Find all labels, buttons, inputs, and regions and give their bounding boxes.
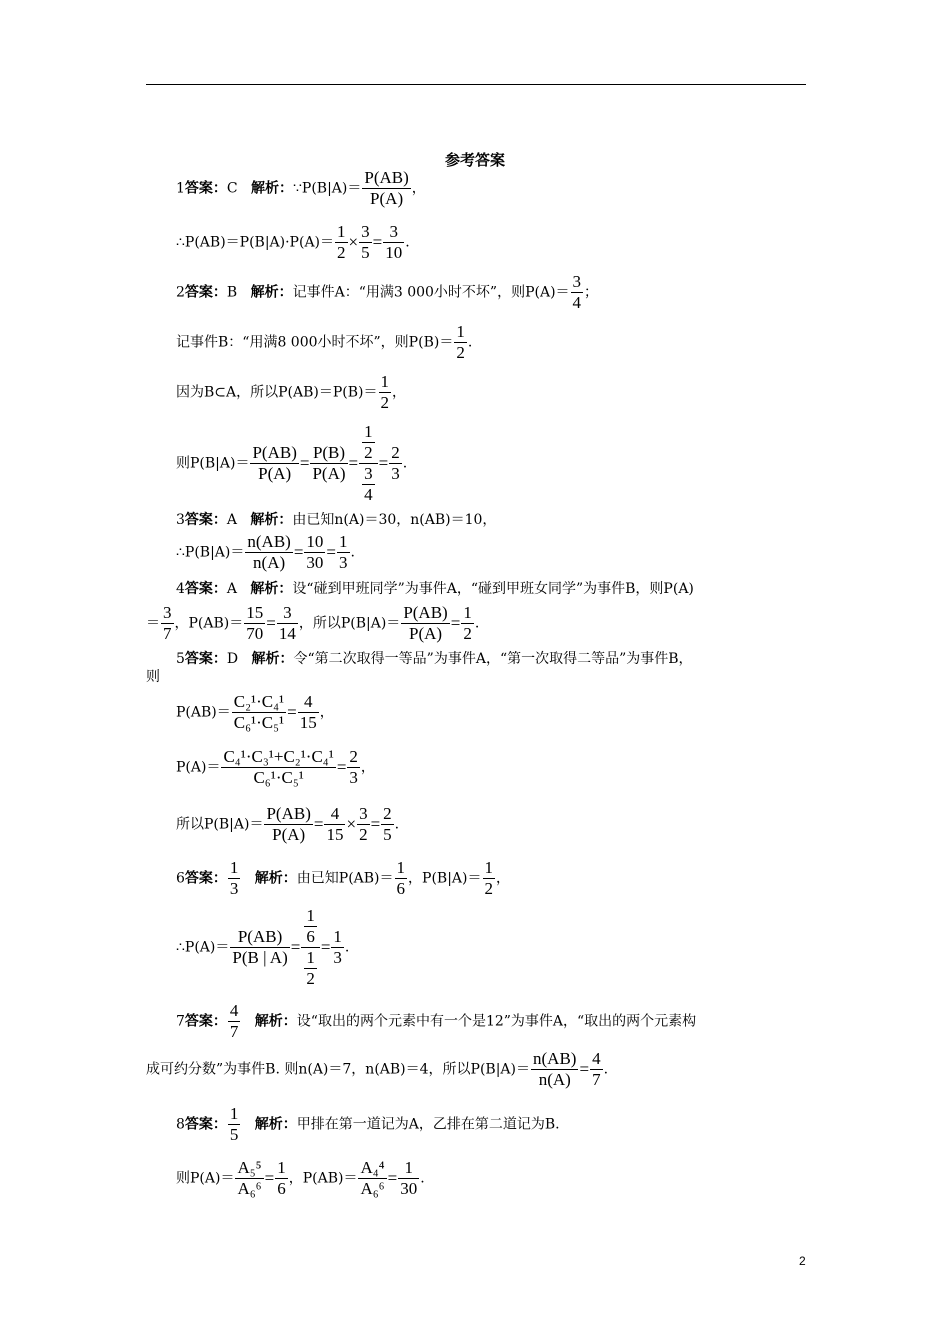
answer-label: 答案： — [184, 180, 227, 197]
fraction: $\frac{3}{10}$ — [385, 222, 403, 262]
q8-number: 8 — [176, 1116, 185, 1133]
q2-text: 记事件A：“用满3 000小时不坏”，则P(A)＝ — [292, 284, 570, 301]
fraction: $\frac{\text{A₅⁵}}{\text{A₆⁶}}$ — [237, 1158, 262, 1198]
analysis-label: 解析： — [254, 870, 297, 887]
fraction: $\frac{1}{2}$ — [484, 858, 493, 898]
page-title: 参考答案 — [444, 151, 505, 169]
fraction: $\frac{\text{C₂¹·C₄¹}}{\text{C₆¹·C₅¹}}$ — [233, 692, 285, 732]
fraction: $\frac{\text{C₄¹·C₃¹+C₂¹·C₄¹}}{\text{C₆¹·C₅¹}}$ — [223, 747, 334, 787]
q3-answer: A — [226, 512, 238, 528]
fraction: $\frac{4}{7}$ — [592, 1049, 601, 1089]
q4-line2: ＝ $\frac{3}{7}$ ，P(AB)＝ $\frac{15}{70}$ = $\frac{3}{14}$ ，所以P(B|A)＝ $\frac{P(AB)}{P(A)}$ = $\frac{1}{2}$ . — [146, 603, 480, 643]
fraction: $\frac{10}{30}$ — [306, 532, 324, 572]
fraction: $\frac{4}{15}$ — [326, 804, 344, 844]
q7-text: 设“取出的两个元素中有一个是12”为事件A，“取出的两个元素构 — [296, 1013, 697, 1030]
q2-text: 因为B⊂A，所以P(AB)＝P(B)＝ — [176, 384, 378, 401]
q5-number: 5 — [176, 651, 185, 667]
q6-line1: 6答案： $\frac{1}{3}$ 解析：由已知P(AB)＝ $\frac{1}{6}$ ，P(B|A)＝ $\frac{1}{2}$ ， — [176, 858, 510, 898]
fraction: $\frac{P(AB)}{P(A)}$ — [364, 168, 409, 208]
header-rule — [146, 84, 806, 85]
q8-answer: $\frac{1}{5}$ — [229, 1104, 239, 1144]
q2-text: 则P(B|A)＝ — [176, 455, 250, 472]
q4-number: 4 — [176, 581, 185, 597]
q3-line2: ∴P(B|A)＝ $\frac{n(AB)}{n(A)}$ = $\frac{10}{30}$ = $\frac{1}{3}$ . — [176, 532, 355, 572]
q5-line1 — [176, 649, 693, 669]
compound-fraction: $\frac{\frac{1}{6}}{\frac{1}{2}}$ — [301, 906, 320, 989]
fraction: $\frac{1}{2}$ — [463, 603, 472, 643]
fraction: $\frac{3}{4}$ — [572, 272, 582, 312]
q6-answer: $\frac{1}{3}$ — [229, 858, 239, 898]
q1-text: ∵P(B|A)＝ — [293, 180, 362, 197]
q5-text: 令“第二次取得一等品”为事件A，“第一次取得二等品”为事件B， — [293, 651, 693, 667]
q5-line5: 所以P(B|A)＝ $\frac{P(AB)}{P(A)}$ = $\frac{4}{15}$ × $\frac{3}{2}$ = $\frac{2}{5}$ . — [176, 804, 400, 844]
compound-fraction: $\frac{\frac{1}{2}}{\frac{3}{4}}$ — [359, 422, 378, 505]
fraction: $\frac{P(AB)}{P(B | A)}$ — [232, 927, 288, 967]
analysis-label: 解析： — [254, 1013, 297, 1030]
q4-text: 设“碰到甲班同学”为事件A，“碰到甲班女同学”为事件B，则P(A) — [292, 581, 694, 597]
q2-line1: 2答案：B 解析：记事件A：“用满3 000小时不坏”，则P(A)＝ $\frac{3}{4}$ ； — [176, 272, 599, 312]
fraction: $\frac{n(AB)}{n(A)}$ — [533, 1049, 577, 1089]
q8-line1 — [176, 1104, 560, 1145]
q5-text: P(AB)＝ — [176, 704, 231, 721]
analysis-label: 解析： — [250, 581, 293, 597]
q7-number: 7 — [176, 1013, 185, 1030]
fraction: $\frac{1}{6}$ — [396, 858, 406, 898]
answer-label: 答案： — [184, 651, 227, 667]
q6-text: ，P(B|A)＝ — [408, 870, 482, 887]
analysis-label: 解析： — [254, 1116, 297, 1133]
answer-label: 答案： — [184, 284, 227, 301]
fraction: $\frac{1}{3}$ — [339, 532, 348, 572]
analysis-label: 解析： — [250, 284, 293, 301]
q2-answer: B — [226, 284, 238, 301]
fraction: $\frac{2}{3}$ — [349, 747, 358, 787]
q2-number: 2 — [176, 284, 185, 301]
q8-text: 甲排在第一道记为A，乙排在第二道记为B. — [296, 1116, 560, 1133]
q2-line4: 则P(B|A)＝ $\frac{P(AB)}{P(A)}$ = $\frac{P(B)}{P(A)}$ = $\frac{\frac{1}{2}}{\frac{3}{4}}$ = $\frac{2}{3}$ . — [176, 422, 408, 504]
q3-number: 3 — [176, 512, 185, 528]
fraction: $\frac{3}{5}$ — [361, 222, 370, 262]
fraction: $\frac{P(AB)}{P(A)}$ — [403, 603, 448, 643]
q5-line4: P(A)＝ $\frac{\text{C₄¹·C₃¹+C₂¹·C₄¹}}{\text{C₆¹·C₅¹}}$ = $\frac{2}{3}$ ， — [176, 747, 375, 787]
q5-answer: D — [226, 651, 239, 667]
fraction: $\frac{4}{15}$ — [299, 692, 317, 732]
analysis-label: 解析： — [250, 512, 293, 528]
fraction: $\frac{15}{70}$ — [246, 603, 264, 643]
q3-line1 — [176, 510, 496, 530]
fraction: $\frac{1}{3}$ — [333, 927, 342, 967]
q6-number: 6 — [176, 870, 185, 887]
fraction: $\frac{\text{A₄⁴}}{\text{A₆⁶}}$ — [360, 1158, 385, 1198]
q5-text: 则 — [146, 669, 160, 685]
q1-text: ∴P(AB)＝P(B|A)·P(A)＝ — [176, 234, 335, 251]
fraction: $\frac{1}{2}$ — [337, 222, 346, 262]
fraction: $\frac{1}{30}$ — [400, 1158, 418, 1198]
q6-text: 由已知P(AB)＝ — [296, 870, 394, 887]
analysis-label: 解析： — [251, 651, 294, 667]
answer-label: 答案： — [184, 581, 227, 597]
fraction: $\frac{1}{6}$ — [277, 1158, 286, 1198]
answer-label: 答案： — [184, 870, 227, 887]
q3-text: 由已知n(A)＝30，n(AB)＝10， — [292, 512, 497, 528]
q7-line1 — [176, 1001, 696, 1042]
fraction: $\frac{3}{14}$ — [278, 603, 296, 643]
fraction: $\frac{P(AB)}{P(A)}$ — [266, 804, 311, 844]
q1-line1: 1答案：C 解析：∵P(B|A)＝ $\frac{P(AB)}{P(A)}$ ， — [176, 168, 426, 208]
fraction: $\frac{P(B)}{P(A)}$ — [312, 443, 346, 483]
q5-text: 所以P(B|A)＝ — [176, 816, 264, 833]
q7-text: 成可约分数”为事件B. 则n(A)＝7，n(AB)＝4，所以P(B|A)＝ — [146, 1061, 531, 1078]
fraction: $\frac{1}{2}$ — [456, 322, 465, 362]
q6-text: ∴P(A)＝ — [176, 939, 230, 956]
fraction: $\frac{3}{7}$ — [163, 603, 172, 643]
q4-answer: A — [226, 581, 238, 597]
q4-line1 — [176, 579, 694, 599]
q2-line2: 记事件B：“用满8 000小时不坏”，则P(B)＝ $\frac{1}{2}$ . — [176, 322, 473, 362]
answer-label: 答案： — [184, 1116, 227, 1133]
page-number: 2 — [799, 1254, 806, 1268]
q4-text: ，P(AB)＝ — [174, 615, 244, 632]
fraction: $\frac{P(AB)}{P(A)}$ — [252, 443, 297, 483]
q8-line2: 则P(A)＝ $\frac{\text{A₅⁵}}{\text{A₆⁶}}$ = $\frac{1}{6}$ ，P(AB)＝ $\frac{\text{A₄⁴}}{\text{A₆⁶}}$ = $\frac{1}{30}$ . — [176, 1158, 425, 1198]
q8-text: 则P(A)＝ — [176, 1170, 235, 1187]
q5-line2 — [146, 667, 160, 687]
q3-text: ∴P(B|A)＝ — [176, 544, 245, 561]
q4-text: ＝ — [146, 615, 160, 632]
q2-line3: 因为B⊂A，所以P(AB)＝P(B)＝ $\frac{1}{2}$ ， — [176, 372, 407, 412]
q2-text: 记事件B：“用满8 000小时不坏”，则P(B)＝ — [176, 334, 454, 351]
fraction: $\frac{n(AB)}{n(A)}$ — [247, 532, 291, 572]
q8-text: ，P(AB)＝ — [288, 1170, 358, 1187]
fraction: $\frac{3}{2}$ — [359, 804, 368, 844]
q7-answer: $\frac{4}{7}$ — [229, 1001, 239, 1041]
fraction: $\frac{1}{2}$ — [380, 372, 390, 412]
q5-text: P(A)＝ — [176, 759, 221, 776]
fraction: $\frac{2}{5}$ — [383, 804, 392, 844]
answer-label: 答案： — [184, 1013, 227, 1030]
answer-label: 答案： — [184, 512, 227, 528]
q1-number: 1 — [176, 180, 185, 197]
fraction: $\frac{2}{3}$ — [391, 443, 400, 483]
q5-line3: P(AB)＝ $\frac{\text{C₂¹·C₄¹}}{\text{C₆¹·C₅¹}}$ = $\frac{4}{15}$ ， — [176, 692, 334, 732]
q7-line2: 成可约分数”为事件B. 则n(A)＝7，n(AB)＝4，所以P(B|A)＝ $\frac{n(AB)}{n(A)}$ = $\frac{4}{7}$ . — [146, 1049, 609, 1089]
q1-answer: C — [226, 180, 238, 197]
q1-line2: ∴P(AB)＝P(B|A)·P(A)＝ $\frac{1}{2}$ × $\frac{3}{5}$ = $\frac{3}{10}$ . — [176, 222, 410, 262]
q6-line2: ∴P(A)＝ $\frac{P(AB)}{P(B | A)}$ = $\frac{\frac{1}{6}}{\frac{1}{2}}$ = $\frac{1}{3}$ . — [176, 906, 350, 988]
q4-text: ，所以P(B|A)＝ — [298, 615, 401, 632]
analysis-label: 解析： — [251, 180, 293, 197]
